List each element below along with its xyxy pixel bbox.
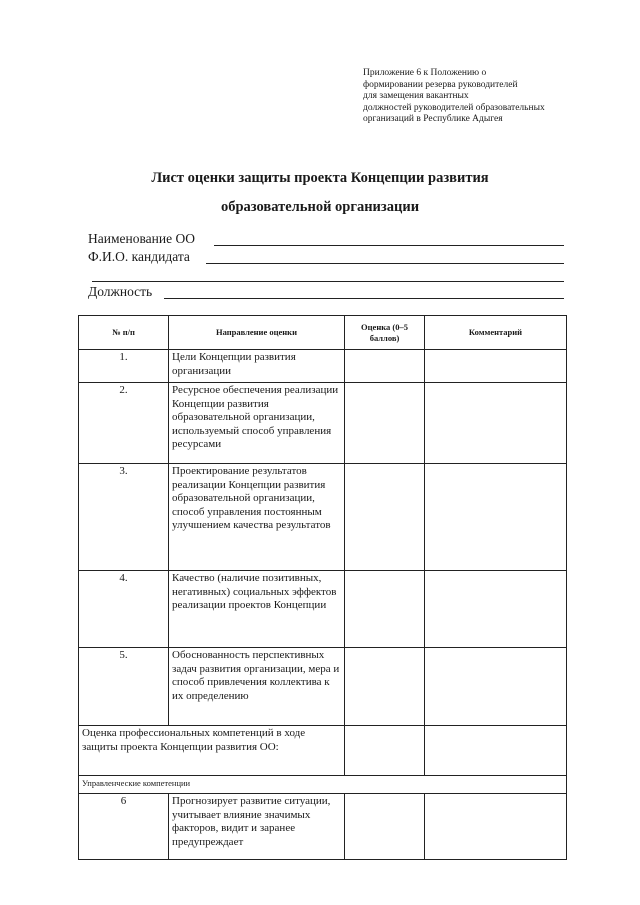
comment-cell[interactable] xyxy=(425,726,567,776)
section-row xyxy=(79,776,567,794)
row-num: 3. xyxy=(79,464,169,571)
comment-cell[interactable] xyxy=(425,648,567,726)
document-title-line-1: Лист оценки защиты проекта Концепции развития xyxy=(151,170,489,186)
comment-cell[interactable] xyxy=(425,350,567,383)
score-cell[interactable] xyxy=(345,350,425,383)
appendix-line: формировании резерва руководителей xyxy=(363,79,518,90)
table-row xyxy=(79,794,567,860)
table-row xyxy=(79,350,567,383)
position-label: Должность xyxy=(88,284,153,299)
appendix-line: Приложение 6 к Положению о xyxy=(363,68,487,78)
score-cell[interactable] xyxy=(345,726,425,776)
score-cell[interactable] xyxy=(345,383,425,464)
appendix-line: должностей руководителей образовательных xyxy=(363,102,545,113)
comment-cell[interactable] xyxy=(425,464,567,571)
row-direction: Проектирование результатов реализации Концепции развития образовательной организации, способ управления постоянным улучшением качества результатов xyxy=(169,464,345,571)
table-header-row xyxy=(79,316,567,350)
header-score: Оценка (0–5 баллов) xyxy=(345,316,425,350)
comment-cell[interactable] xyxy=(425,383,567,464)
candidate-name-line[interactable] xyxy=(206,263,564,264)
header-direction: Направление оценки xyxy=(169,316,345,350)
header-num: № п/п xyxy=(79,316,169,350)
table-row xyxy=(79,571,567,648)
score-cell[interactable] xyxy=(345,571,425,648)
row-direction: Обоснованность перспективных задач развития организации, мера и способ привлечения коллектива к их определению xyxy=(169,648,345,726)
row-num: 4. xyxy=(79,571,169,648)
row-num: 6 xyxy=(79,794,169,860)
document-title-line-2: образовательной организации xyxy=(220,199,420,215)
appendix-line: организаций в Республике Адыгея xyxy=(363,114,503,124)
candidate-label: Ф.И.О. кандидата xyxy=(88,249,190,264)
table-row xyxy=(79,383,567,464)
candidate-extra-line[interactable] xyxy=(92,281,564,282)
row-direction: Ресурсное обеспечения реализации Концепции развития образовательной организации, используемый способ управления ресурсами xyxy=(169,383,345,464)
header-comment: Комментарий xyxy=(425,316,567,350)
position-line[interactable] xyxy=(164,298,564,299)
row-direction: Качество (наличие позитивных, негативных) социальных эффектов реализации проектов Концепции xyxy=(169,571,345,648)
competence-row xyxy=(79,726,567,776)
comment-cell[interactable] xyxy=(425,794,567,860)
score-cell[interactable] xyxy=(345,464,425,571)
table-row xyxy=(79,464,567,571)
org-name-label: Наименование ОО xyxy=(88,231,195,246)
row-direction: Прогнозирует развитие ситуации, учитывает влияние значимых факторов, видит и заранее предупреждает xyxy=(169,794,345,860)
score-cell[interactable] xyxy=(345,648,425,726)
row-direction: Цели Концепции развития организации xyxy=(169,350,345,383)
row-num: 2. xyxy=(79,383,169,464)
row-num: 5. xyxy=(79,648,169,726)
comment-cell[interactable] xyxy=(425,571,567,648)
score-cell[interactable] xyxy=(345,794,425,860)
competence-text: Оценка профессиональных компетенций в ходе защиты проекта Концепции развития ОО: xyxy=(79,726,345,776)
table-row xyxy=(79,648,567,726)
row-num: 1. xyxy=(79,350,169,383)
section-label: Управленческие компетенции xyxy=(79,776,567,794)
appendix-note xyxy=(363,68,603,126)
appendix-line: для замещения вакантных xyxy=(363,91,469,101)
org-name-line[interactable] xyxy=(214,245,564,246)
evaluation-table xyxy=(78,315,567,860)
